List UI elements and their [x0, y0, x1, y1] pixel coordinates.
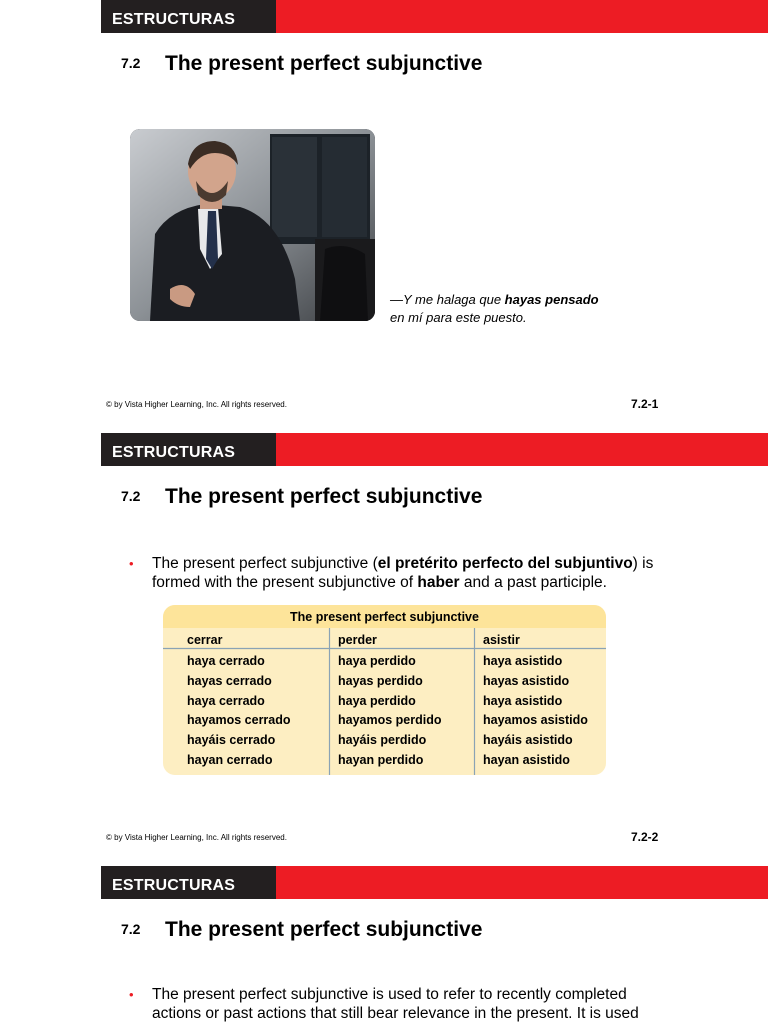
- header-label: ESTRUCTURAS: [112, 444, 236, 461]
- section-title: The present perfect subjunctive: [165, 918, 483, 941]
- page-number: 7.2-1: [631, 397, 659, 411]
- table-cell: hayas cerrado: [187, 674, 272, 688]
- table-cell: haya cerrado: [187, 654, 265, 668]
- header-label: ESTRUCTURAS: [112, 877, 236, 894]
- section-number: 7.2: [121, 488, 141, 504]
- section-title: The present perfect subjunctive: [165, 52, 483, 75]
- slide-2: [0, 433, 768, 866]
- caption-line-2: en mí para este puesto.: [390, 310, 527, 325]
- table-cell: hayas asistido: [483, 674, 570, 688]
- header-red-band: [276, 0, 768, 33]
- table-cell: haya asistido: [483, 654, 563, 668]
- copyright: © by Vista Higher Learning, Inc. All rights reserved.: [106, 400, 287, 409]
- bullet-text-part: and a past participle.: [459, 574, 607, 591]
- copyright: © by Vista Higher Learning, Inc. All rights reserved.: [106, 833, 287, 842]
- table-cell: haya perdido: [338, 654, 416, 668]
- column-header: perder: [338, 633, 377, 647]
- section-title: The present perfect subjunctive: [165, 485, 483, 508]
- caption-bold: hayas pensado: [504, 292, 599, 307]
- bullet-text: The present perfect subjunctive is used to refer to recently completed actions or past actions that still bear relevance in the present. It is used: [152, 986, 639, 1022]
- table-cell: hayamos cerrado: [187, 713, 291, 727]
- businessman-illustration: [130, 129, 375, 321]
- header-red-band: [276, 433, 768, 466]
- column-header: asistir: [483, 633, 520, 647]
- photo-caption: [390, 291, 640, 327]
- table-cell: hayáis cerrado: [187, 733, 276, 747]
- table-cell: haya asistido: [483, 694, 563, 708]
- bullet-text-part: ) is formed with the present subjunctive of: [152, 555, 654, 591]
- bullet-text-part: The present perfect subjunctive (: [152, 555, 378, 572]
- bullet-bold-term: haber: [417, 574, 460, 591]
- bullet-icon: •: [129, 987, 134, 1002]
- section-number: 7.2: [121, 921, 141, 937]
- table-cell: hayáis perdido: [338, 733, 427, 747]
- section-number: 7.2: [121, 55, 141, 71]
- table-cell: hayan cerrado: [187, 753, 273, 767]
- table-rules: [163, 605, 606, 775]
- header-label: ESTRUCTURAS: [112, 11, 236, 28]
- caption-text: —Y me halaga que: [390, 292, 505, 307]
- slide-3: [0, 866, 768, 1024]
- slide-1: [0, 0, 768, 433]
- table-cell: hayáis asistido: [483, 733, 573, 747]
- table-cell: hayas perdido: [338, 674, 423, 688]
- conjugation-table: [163, 605, 606, 775]
- table-cell: hayamos asistido: [483, 713, 588, 727]
- table-cell: hayamos perdido: [338, 713, 442, 727]
- bullet-bold-term: el pretérito perfecto del subjuntivo: [377, 555, 633, 572]
- businessman-photo: [130, 129, 375, 321]
- header-red-band: [276, 866, 768, 899]
- bullet-icon: •: [129, 556, 134, 571]
- table-cell: haya cerrado: [187, 694, 265, 708]
- table-title: The present perfect subjunctive: [290, 610, 479, 624]
- page-number: 7.2-2: [631, 830, 659, 844]
- bullet-text: [152, 554, 677, 592]
- table-cell: hayan asistido: [483, 753, 570, 767]
- column-header: cerrar: [187, 633, 223, 647]
- table-cell: hayan perdido: [338, 753, 424, 767]
- table-cell: haya perdido: [338, 694, 416, 708]
